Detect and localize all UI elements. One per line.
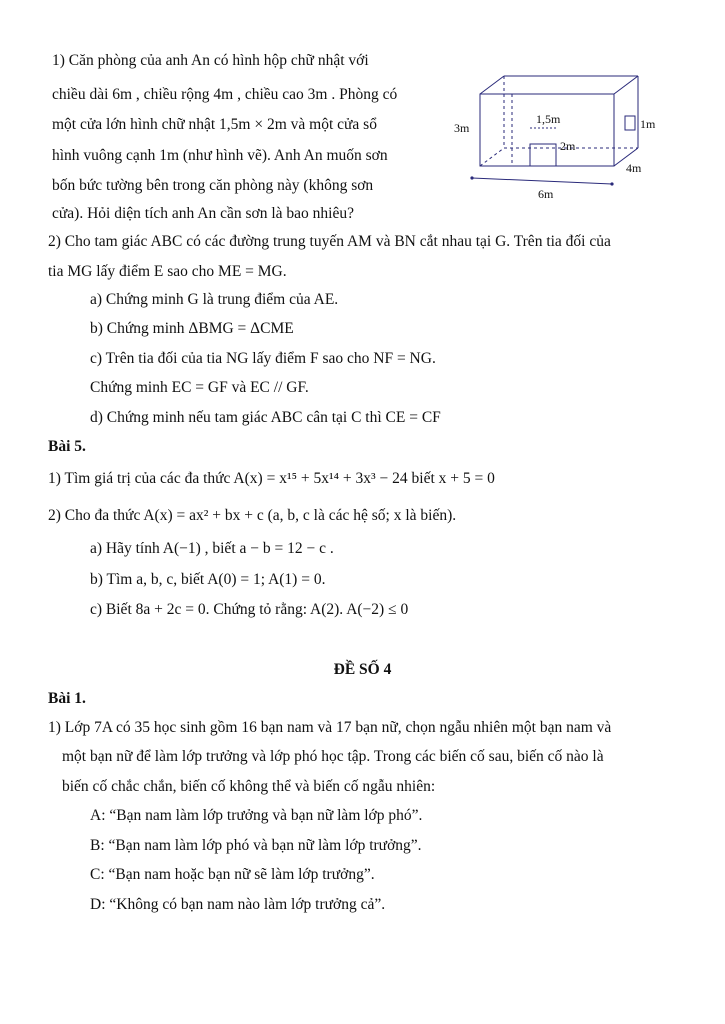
p4-1-line-2: chiều dài 6m , chiều rộng 4m , chiều cao 3m . Phòng có xyxy=(52,86,398,103)
exam4-q1-line-3: biến cố chắc chắn, biến cố không thể và biến cố ngẫu nhiên: xyxy=(62,778,436,795)
p4-2-item-a: a) Chứng minh G là trung điểm của AE. xyxy=(90,291,339,308)
p4-1-line-4: hình vuông cạnh 1m (như hình vẽ). Anh An muốn sơn xyxy=(52,147,388,164)
door-rect xyxy=(530,144,556,166)
exam4-q1-line-1: 1) Lớp 7A có 35 học sinh gồm 16 bạn nam và 17 bạn nữ, chọn ngẫu nhiên một bạn nam và xyxy=(48,719,612,736)
p4-2-item-d: d) Chứng minh nếu tam giác ABC cân tại C thì CE = CF xyxy=(90,409,441,426)
label-door-height: 2m xyxy=(560,139,576,153)
exam4-event-c: C: “Bạn nam hoặc bạn nữ sẽ làm lớp trưởng”. xyxy=(90,866,375,883)
p4-2-item-c: c) Trên tia đối của tia NG lấy điểm F sao cho NF = NG. xyxy=(90,350,436,367)
label-height: 3m xyxy=(454,121,470,135)
exam4-event-d: D: “Không có bạn nam nào làm lớp trưởng cả”. xyxy=(90,896,386,913)
label-door-width: 1,5m xyxy=(536,112,561,126)
label-width: 4m xyxy=(626,161,642,175)
p5-item-c: c) Biết 8a + 2c = 0. Chứng tỏ rằng: A(2). A(−2) ≤ 0 xyxy=(90,601,409,618)
p4-2-item-c-cont: Chứng minh EC = GF và EC // GF. xyxy=(90,379,309,396)
p5-heading: Bài 5. xyxy=(48,438,86,455)
p4-2-intro-2: tia MG lấy điểm E sao cho ME = MG. xyxy=(48,263,287,280)
p4-2-item-b: b) Chứng minh ΔBMG = ΔCME xyxy=(90,320,294,337)
p5-item-b: b) Tìm a, b, c, biết A(0) = 1; A(1) = 0. xyxy=(90,571,326,588)
window-square xyxy=(625,116,635,130)
exam4-title: ĐỀ SỐ 4 xyxy=(333,661,392,678)
p5-q2: 2) Cho đa thức A(x) = ax² + bx + c (a, b, c là các hệ số; x là biến). xyxy=(48,507,457,524)
p4-1-line-6: cửa). Hỏi diện tích anh An cần sơn là bao nhiêu? xyxy=(52,205,354,222)
p4-1-line-5: bốn bức tường bên trong căn phòng này (không sơn xyxy=(52,177,374,194)
p5-q1: 1) Tìm giá trị của các đa thức A(x) = x¹⁵ + 5x¹⁴ + 3x³ − 24 biết x + 5 = 0 xyxy=(48,470,495,487)
label-length: 6m xyxy=(538,187,554,201)
p4-1-line-3: một cửa lớn hình chữ nhật 1,5m × 2m và một cửa sổ xyxy=(52,116,377,133)
length-dimension-line xyxy=(472,178,612,184)
p5-item-a: a) Hãy tính A(−1) , biết a − b = 12 − c . xyxy=(90,540,334,557)
exam4-q1-line-2: một bạn nữ để làm lớp trưởng và lớp phó học tập. Trong các biến cố sau, biến cố nào là xyxy=(62,748,604,765)
label-window: 1m xyxy=(640,117,656,131)
room-box-figure xyxy=(452,68,662,208)
exam4-event-a: A: “Bạn nam làm lớp trưởng và bạn nữ làm lớp phó”. xyxy=(90,807,423,824)
exam4-event-b: B: “Bạn nam làm lớp phó và bạn nữ làm lớp trưởng”. xyxy=(90,837,422,854)
p4-2-intro-1: 2) Cho tam giác ABC có các đường trung tuyến AM và BN cắt nhau tại G. Trên tia đối của xyxy=(48,233,611,250)
p4-1-line-1: 1) Căn phòng của anh An có hình hộp chữ nhật với xyxy=(52,52,369,69)
exam4-heading: Bài 1. xyxy=(48,690,86,707)
room-front-face xyxy=(480,94,614,166)
